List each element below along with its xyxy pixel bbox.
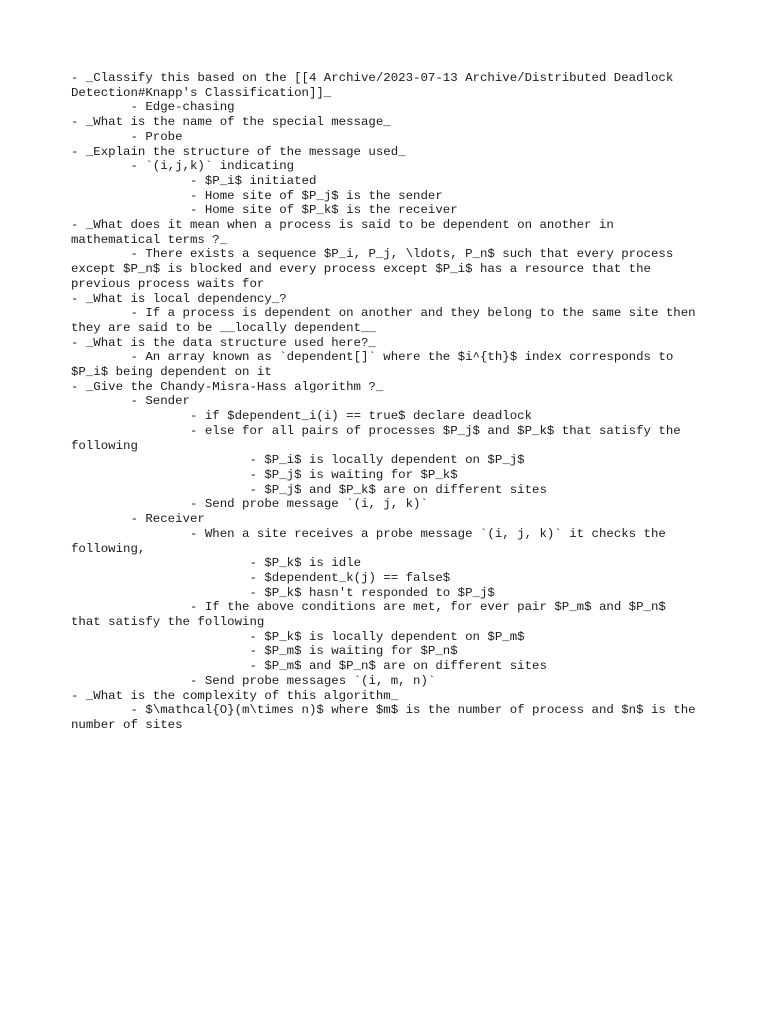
text-line-33: - Send probe messages `(i, m, n)`	[71, 673, 436, 688]
text-line-17: - Sender	[71, 394, 190, 409]
text-line-2: - Edge-chasing	[71, 100, 235, 115]
document-body	[71, 71, 704, 733]
text-line-30: - $P_k$ is locally dependent on $P_m$	[71, 629, 525, 644]
text-line-28: - $P_k$ hasn't responded to $P_j$	[71, 585, 495, 600]
text-line-16: - _Give the Chandy-Misra-Hass algorithm ?_	[71, 379, 384, 394]
text-line-24: - Receiver	[71, 512, 205, 527]
text-line-29: - If the above conditions are met, for ever pair $P_m$ and $P_n$ that satisfy the following	[71, 600, 674, 630]
text-line-20: - $P_i$ is locally dependent on $P_j$	[71, 453, 525, 468]
text-line-4: - Probe	[71, 129, 183, 144]
text-line-14: - _What is the data structure used here?_	[71, 335, 376, 350]
text-line-9: - Home site of $P_k$ is the receiver	[71, 203, 458, 218]
text-line-18: - if $dependent_i(i) == true$ declare deadlock	[71, 409, 533, 424]
text-line-31: - $P_m$ is waiting for $P_n$	[71, 644, 458, 659]
text-line-32: - $P_m$ and $P_n$ are on different sites	[71, 659, 547, 674]
text-line-34: - _What is the complexity of this algorithm_	[71, 688, 399, 703]
text-line-11: - There exists a sequence $P_i, P_j, \ldots, P_n$ such that every process except $P_n$ is blocked and every process except $P_i$ has a resource that the previous process waits for	[71, 247, 681, 291]
text-line-1: - _Classify this based on the [[4 Archive/2023-07-13 Archive/Distributed Deadlock Detection#Knapp's Classification]]_	[71, 71, 681, 100]
text-line-5: - _Explain the structure of the message used_	[71, 144, 406, 159]
text-line-8: - Home site of $P_j$ is the sender	[71, 188, 443, 203]
text-line-3: - _What is the name of the special message_	[71, 115, 391, 130]
text-line-15: - An array known as `dependent[]` where the $i^{th}$ index corresponds to $P_i$ being dependent on it	[71, 350, 681, 380]
text-line-22: - $P_j$ and $P_k$ are on different sites	[71, 482, 547, 497]
text-line-26: - $P_k$ is idle	[71, 556, 362, 571]
text-line-35: - $\mathcal{O}(m\times n)$ where $m$ is the number of process and $n$ is the number of sites	[71, 703, 704, 732]
text-line-6: - `(i,j,k)` indicating	[71, 159, 295, 174]
text-line-10: - _What does it mean when a process is said to be dependent on another in mathematical terms ?_	[71, 218, 622, 247]
text-line-13: - If a process is dependent on another and they belong to the same site then they are said to be __locally dependent__	[71, 306, 704, 335]
text-line-12: - _What is local dependency_?	[71, 291, 287, 306]
text-line-27: - $dependent_k(j) == false$	[71, 570, 451, 585]
text-line-23: - Send probe message `(i, j, k)`	[71, 497, 428, 512]
text-line-25: - When a site receives a probe message `(i, j, k)` it checks the following,	[71, 526, 674, 556]
text-line-21: - $P_j$ is waiting for $P_k$	[71, 467, 458, 482]
text-line-7: - $P_i$ initiated	[71, 173, 317, 188]
text-line-19: - else for all pairs of processes $P_j$ and $P_k$ that satisfy the following	[71, 423, 689, 453]
